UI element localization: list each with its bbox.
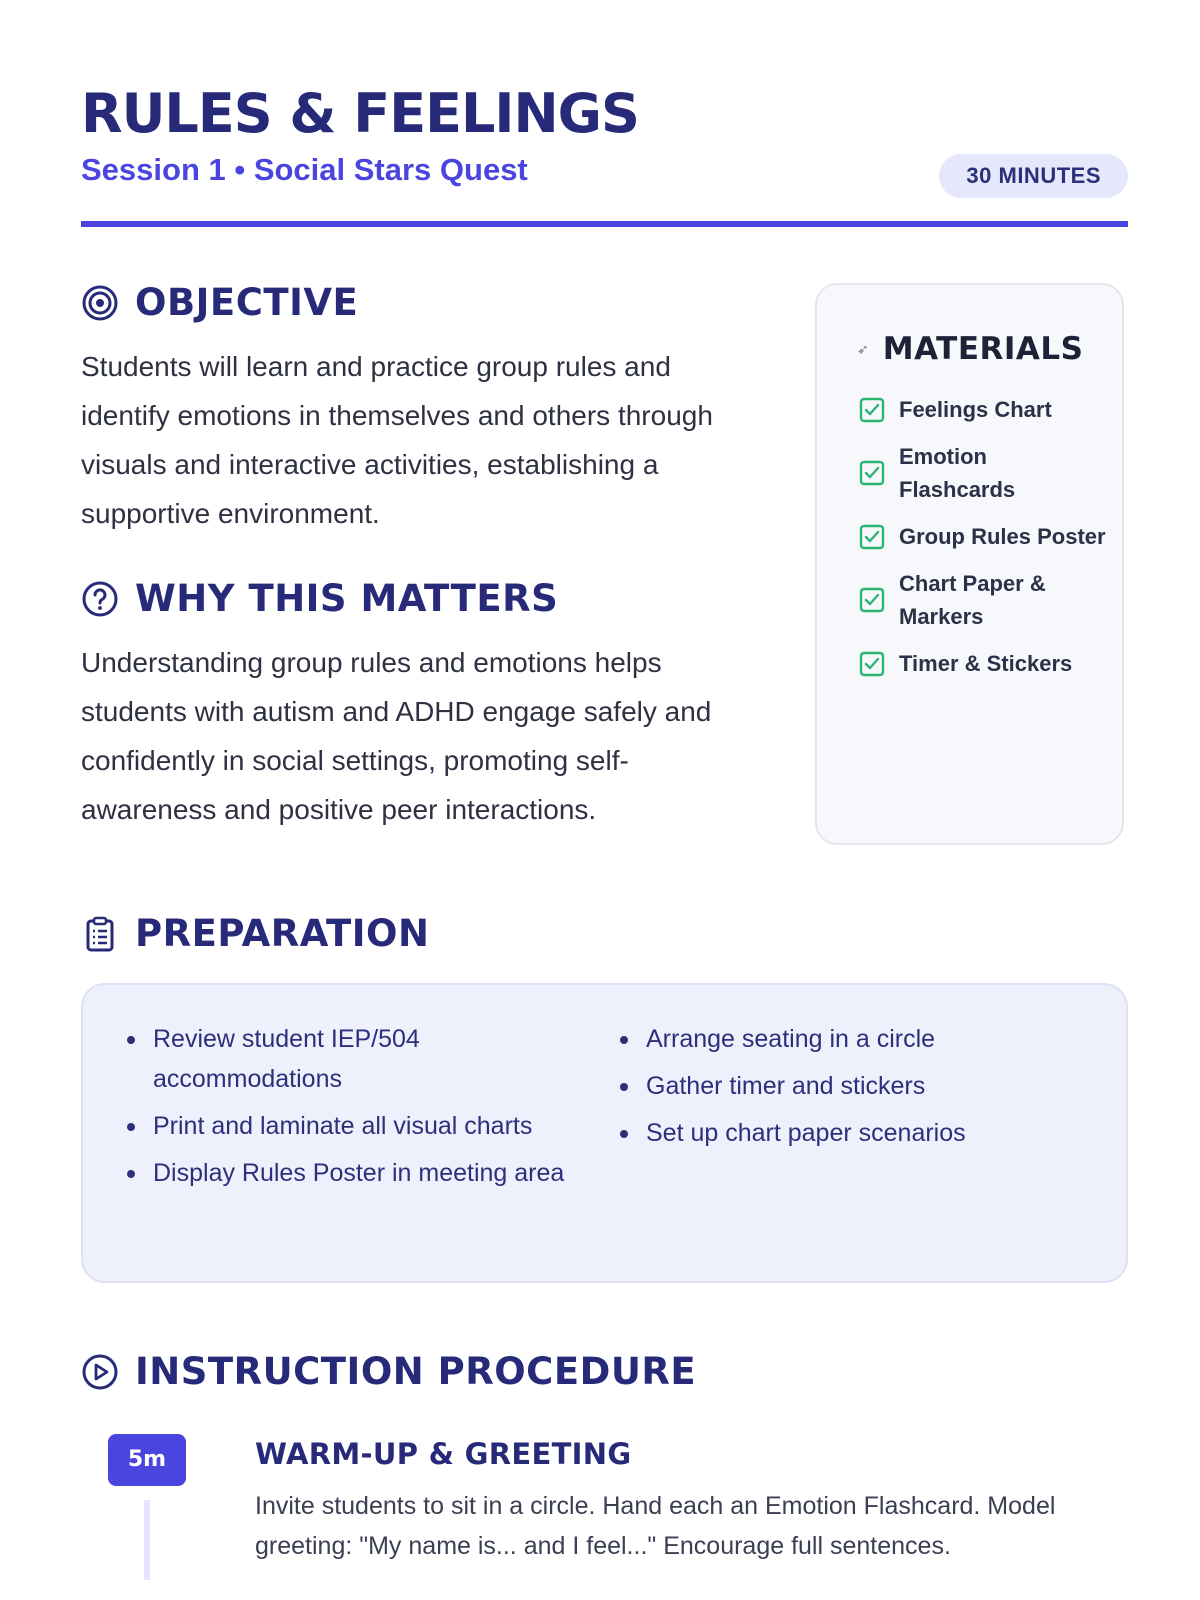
procedure-heading-label: INSTRUCTION PROCEDURE (135, 1350, 697, 1393)
preparation-heading-label: PREPARATION (135, 912, 430, 955)
materials-heading (857, 331, 1083, 367)
objective-heading (81, 281, 358, 325)
material-item (859, 647, 1109, 680)
preparation-list-right (618, 1019, 1088, 1160)
header-divider (81, 221, 1128, 227)
preparation-item: Set up chart paper scenarios (618, 1113, 1088, 1153)
checkbox-checked-icon (859, 397, 885, 423)
material-item (859, 393, 1109, 426)
why-text: Understanding group rules and emotions helps students with autism and ADHD engage safely and confidently in social settings, promoting self-awareness and positive peer interactions. (81, 647, 712, 825)
material-item (859, 567, 1109, 633)
preparation-item: Review student IEP/504 accommodations (125, 1019, 585, 1099)
play-circle-icon (81, 1353, 119, 1391)
step-title: WARM-UP & GREETING (255, 1437, 632, 1471)
lesson-page (81, 0, 1128, 1600)
preparation-card (81, 983, 1128, 1283)
materials-list (859, 393, 1109, 694)
page-title: RULES & FEELINGS (81, 82, 639, 145)
clipboard-icon (81, 915, 119, 953)
preparation-list-left (125, 1019, 585, 1200)
material-label: Feelings Chart (899, 397, 1052, 422)
why-heading (81, 577, 558, 621)
objective-text: Students will learn and practice group rules and identify emotions in themselves and others through visuals and interactive activities, establishing a supportive environment. (81, 351, 713, 529)
material-label: Emotion Flashcards (899, 444, 1016, 502)
material-item (859, 520, 1109, 553)
preparation-item: Print and laminate all visual charts (125, 1106, 585, 1146)
page-subtitle: Session 1 • Social Stars Quest (81, 152, 528, 187)
procedure-heading (81, 1350, 696, 1394)
material-label: Chart Paper & Markers (899, 571, 1046, 629)
checkbox-checked-icon (859, 587, 885, 613)
preparation-heading (81, 912, 429, 956)
preparation-item: Arrange seating in a circle (618, 1019, 1088, 1059)
step-description: Invite students to sit in a circle. Hand each an Emotion Flashcard. Model greeting: "My name is... and I feel..." Encourage full sentences. (255, 1492, 1056, 1560)
duration-badge: 30 MINUTES (939, 154, 1128, 198)
materials-heading-label: MATERIALS (882, 331, 1084, 367)
target-icon (81, 284, 119, 322)
why-heading-label: WHY THIS MATTERS (135, 577, 559, 620)
materials-card (815, 283, 1124, 845)
checkbox-checked-icon (859, 524, 885, 550)
material-label: Group Rules Poster (899, 524, 1106, 549)
timeline-connector (144, 1500, 150, 1580)
step-time-badge: 5m (108, 1434, 186, 1486)
checkbox-checked-icon (859, 460, 885, 486)
objective-heading-label: OBJECTIVE (135, 281, 359, 324)
preparation-item: Gather timer and stickers (618, 1066, 1088, 1106)
material-label: Timer & Stickers (899, 651, 1073, 676)
checkbox-checked-icon (859, 651, 885, 677)
preparation-item: Display Rules Poster in meeting area (125, 1153, 585, 1193)
material-item (859, 440, 1109, 506)
pin-icon: ➶ (857, 340, 869, 357)
question-circle-icon (81, 580, 119, 618)
